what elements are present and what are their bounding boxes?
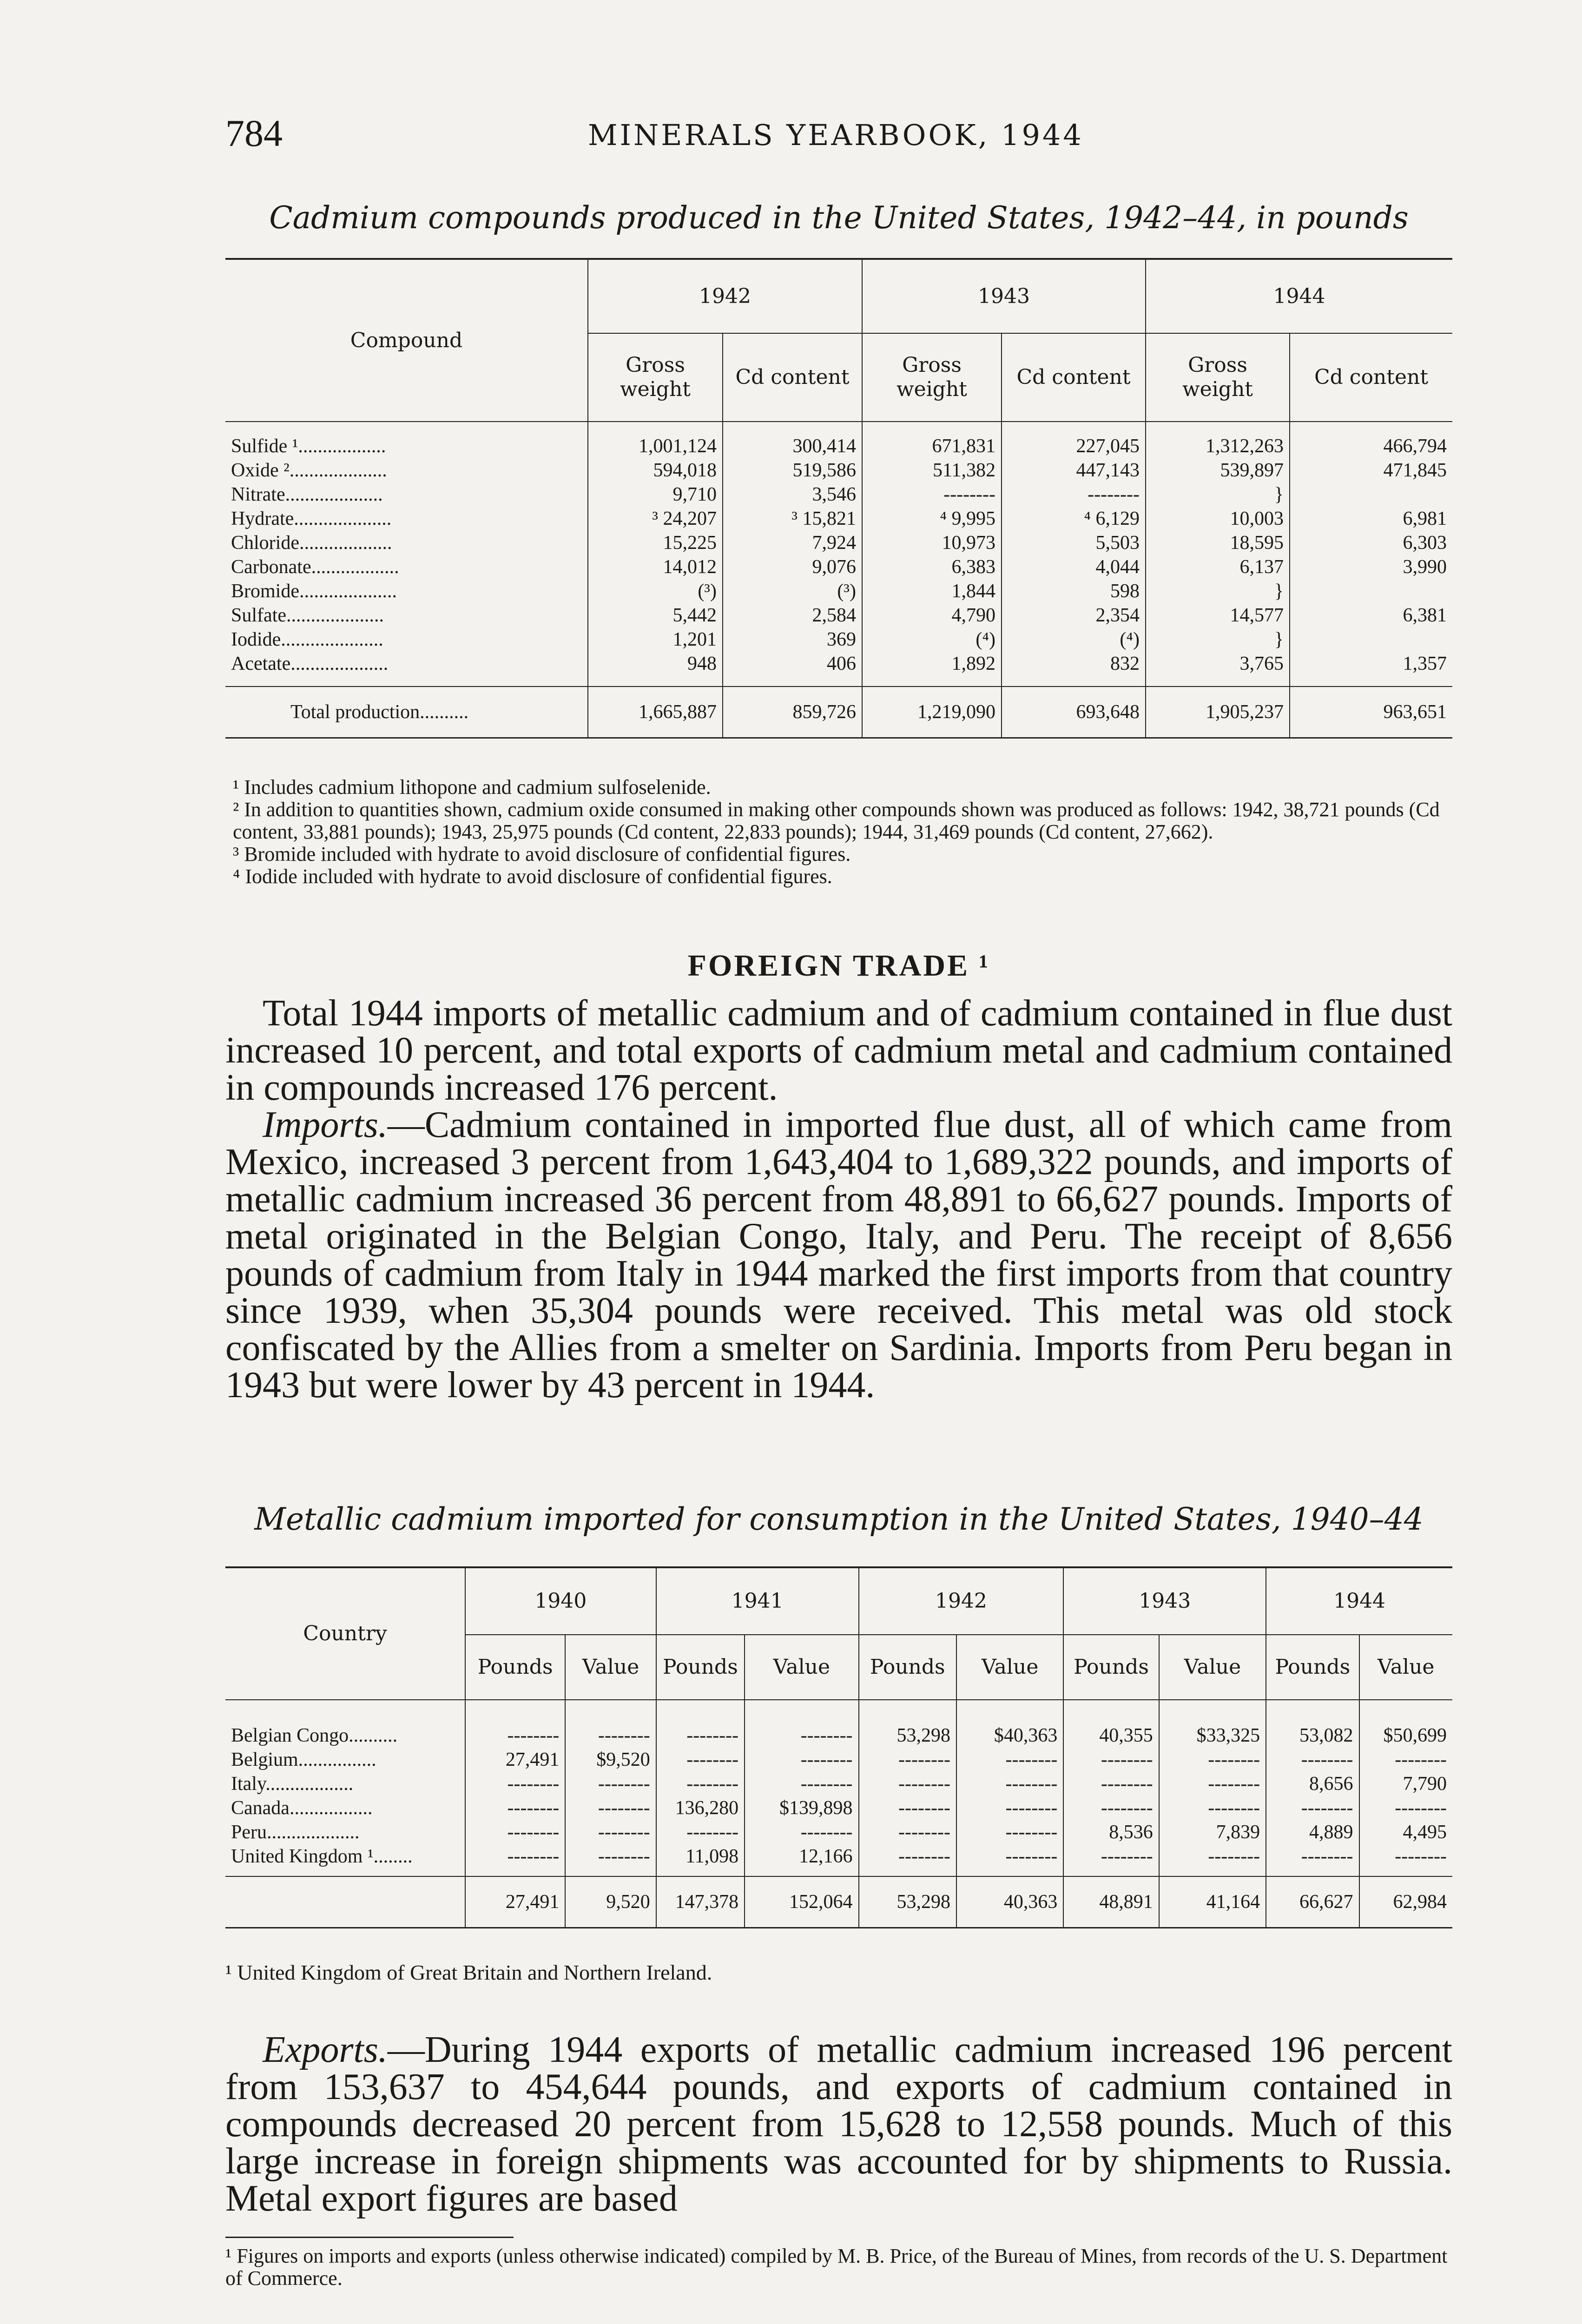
foreign-trade-text bbox=[225, 995, 1452, 1404]
pounds-1940-values: -------- 27,491 -------- -------- -------- -------- bbox=[465, 1700, 565, 1876]
total-cell: 62,984 bbox=[1393, 1891, 1447, 1913]
total-cell: 9,520 bbox=[565, 1876, 656, 1928]
exports-body: —During 1944 exports of metallic cadmium increased 196 percent from 153,637 to 454,644 pounds, and exports of cadmium contained in compounds decreased 20 percent from 15,628 to 12,558 pounds. Much of this large increase in foreign shipments was accounted for by shipments to Russia. Metal export figures are based bbox=[225, 2029, 1452, 2219]
year-1940-header: 1940 bbox=[465, 1567, 656, 1635]
pounds-1943-values: 40,355 -------- -------- -------- 8,536 -------- bbox=[1063, 1700, 1159, 1876]
pounds-header: Pounds bbox=[1266, 1635, 1359, 1700]
value-1940-values: -------- $9,520 -------- -------- -------- -------- bbox=[565, 1700, 656, 1876]
pounds-1941-values: -------- -------- -------- 136,280 -------- 11,098 bbox=[656, 1700, 745, 1876]
year-1942-header: 1942 bbox=[859, 1567, 1064, 1635]
cd-1944-values: 466,794 471,845 6,981 6,303 3,990 6,381 1,357 bbox=[1383, 436, 1447, 674]
total-cell: 1,665,887 bbox=[588, 687, 723, 738]
compound-header: Compound bbox=[225, 259, 588, 422]
total-production-label: Total production.......... bbox=[225, 687, 588, 738]
page-header bbox=[225, 112, 1452, 163]
year-1944-header: 1944 bbox=[1266, 1567, 1452, 1635]
exports-lead: Exports. bbox=[263, 2029, 388, 2070]
year-1943-header: 1943 bbox=[862, 259, 1146, 333]
compound-names: Sulfide ¹.................. Oxide ².................... Nitrate.................... Hydrate.................... Chloride................... Carbonate.................. Bromide.................... Sulfate.................... Iodide..................... Acetate.................... bbox=[225, 422, 588, 687]
imports-lead: Imports. bbox=[263, 1104, 388, 1145]
cd-content-header: Cd content bbox=[1290, 333, 1452, 422]
value-header: Value bbox=[956, 1635, 1063, 1700]
page-footnote: ¹ Figures on imports and exports (unless otherwise indicated) compiled by M. B. Price, of the Bureau of Mines, from records of the U. S. Department of Commerce. bbox=[225, 2245, 1448, 2290]
exports-text bbox=[225, 2031, 1452, 2217]
value-1942-values: $40,363 -------- -------- -------- -------- -------- bbox=[956, 1700, 1063, 1876]
section-heading: FOREIGN TRADE ¹ bbox=[687, 949, 990, 983]
gross-weight-header: Gross weight bbox=[862, 333, 1002, 422]
cd-content-header: Cd content bbox=[1002, 333, 1146, 422]
value-1943-values: $33,325 -------- -------- -------- 7,839 -------- bbox=[1159, 1700, 1266, 1876]
paragraph-1: Total 1944 imports of metallic cadmium and of cadmium contained in flue dust increased 10 percent, and total exports of cadmium metal and cadmium contained in compounds increased 176 percent. bbox=[225, 993, 1452, 1108]
note-3: ³ Bromide included with hydrate to avoid disclosure of confidential figures. bbox=[233, 843, 851, 865]
gross-1943-values: 671,831 511,382 -------- ⁴ 9,995 10,973 6,383 1,844 4,790 (⁴) 1,892 bbox=[862, 422, 1002, 687]
table1-notes bbox=[225, 776, 1452, 888]
value-header: Value bbox=[1359, 1635, 1452, 1700]
exports-paragraph bbox=[225, 2031, 1452, 2217]
value-1944-values: $50,699 -------- 7,790 -------- 4,495 -------- bbox=[1383, 1725, 1447, 1867]
value-header: Value bbox=[565, 1635, 656, 1700]
total-cell: 53,298 bbox=[859, 1876, 956, 1928]
note-4: ⁴ Iodide included with hydrate to avoid disclosure of confidential figures. bbox=[233, 865, 832, 888]
total-cell: 859,726 bbox=[723, 687, 862, 738]
table1-caption: Cadmium compounds produced in the United States, 1942–44, in pounds bbox=[269, 200, 1409, 236]
total-cell: 48,891 bbox=[1063, 1876, 1159, 1928]
pounds-header: Pounds bbox=[465, 1635, 565, 1700]
value-header: Value bbox=[745, 1635, 858, 1700]
cadmium-imports-table bbox=[225, 1566, 1452, 1928]
cd-1942-values: 300,414 519,586 3,546 ³ 15,821 7,924 9,076 (³) 2,584 369 406 bbox=[723, 422, 862, 687]
pounds-1944-values: 53,082 -------- 8,656 -------- 4,889 -------- bbox=[1266, 1700, 1359, 1876]
page-number: 784 bbox=[225, 112, 283, 154]
total-cell: 693,648 bbox=[1002, 687, 1146, 738]
value-1941-values: -------- -------- -------- $139,898 -------- 12,166 bbox=[745, 1700, 858, 1876]
running-title: MINERALS YEARBOOK, 1944 bbox=[588, 118, 1084, 152]
gross-weight-header: Gross weight bbox=[1146, 333, 1290, 422]
cadmium-compounds-table bbox=[225, 258, 1452, 739]
year-1942-header: 1942 bbox=[588, 259, 862, 333]
pounds-1942-values: 53,298 -------- -------- -------- -------- -------- bbox=[859, 1700, 956, 1876]
total-cell: 40,363 bbox=[956, 1876, 1063, 1928]
table2-caption: Metallic cadmium imported for consumption in the United States, 1940–44 bbox=[254, 1501, 1424, 1537]
gross-1944-values: 1,312,263 539,897 } 10,003 18,595 6,137 } 14,577 } 3,765 bbox=[1146, 422, 1290, 687]
cd-1943-values: 227,045 447,143 -------- ⁴ 6,129 5,503 4,044 598 2,354 (⁴) 832 bbox=[1002, 422, 1146, 687]
total-cell: 1,905,237 bbox=[1146, 687, 1290, 738]
gross-1942-values: 1,001,124 594,018 9,710 ³ 24,207 15,225 14,012 (³) 5,442 1,201 948 bbox=[588, 422, 723, 687]
imports-paragraph bbox=[225, 1106, 1452, 1404]
gross-weight-header: Gross weight bbox=[588, 333, 723, 422]
note-2: ² In addition to quantities shown, cadmium oxide consumed in making other compounds shown was produced as follows: 1942, 38,721 pounds (Cd content, 33,881 pounds); 1943, 25,975 pounds (Cd content, 22,833 pounds); 1944, 31,469 pounds (Cd content, 27,662). bbox=[233, 798, 1440, 843]
imports-text: —Cadmium contained in imported flue dust, all of which came from Mexico, increased 3 percent from 1,643,404 to 1,689,322 pounds, and imports of metallic cadmium increased 36 percent from 48,891 to 66,627 pounds. Imports of metal originated in the Belgian Congo, Italy, and Peru. The receipt of 8,656 pounds of cadmium from Italy in 1944 marked the first imports from that country since 1939, when 35,304 pounds were received. This metal was old stock confiscated by the Allies from a smelter on Sardinia. Imports from Peru began in 1943 but were lower by 43 percent in 1944. bbox=[225, 1104, 1452, 1406]
total-cell: 41,164 bbox=[1159, 1876, 1266, 1928]
country-header: Country bbox=[225, 1567, 465, 1700]
total-cell: 152,064 bbox=[745, 1876, 858, 1928]
table2-note: ¹ United Kingdom of Great Britain and Northern Ireland. bbox=[225, 1961, 712, 1984]
blank-total-label bbox=[225, 1876, 465, 1928]
total-cell: 963,651 bbox=[1383, 701, 1447, 723]
cd-content-header: Cd content bbox=[723, 333, 862, 422]
note-1: ¹ Includes cadmium lithopone and cadmium sulfoselenide. bbox=[233, 776, 711, 799]
value-header: Value bbox=[1159, 1635, 1266, 1700]
year-1944-header: 1944 bbox=[1146, 259, 1452, 333]
pounds-header: Pounds bbox=[656, 1635, 745, 1700]
year-1941-header: 1941 bbox=[656, 1567, 859, 1635]
footnote-rule bbox=[225, 2237, 514, 2238]
pounds-header: Pounds bbox=[859, 1635, 956, 1700]
year-1943-header: 1943 bbox=[1063, 1567, 1266, 1635]
total-cell: 1,219,090 bbox=[862, 687, 1002, 738]
country-names: Belgian Congo.......... Belgium................ Italy.................. Canada................. Peru................... United Kingdom ¹........ bbox=[225, 1700, 465, 1876]
total-cell: 27,491 bbox=[465, 1876, 565, 1928]
pounds-header: Pounds bbox=[1063, 1635, 1159, 1700]
total-cell: 147,378 bbox=[656, 1876, 745, 1928]
total-cell: 66,627 bbox=[1266, 1876, 1359, 1928]
